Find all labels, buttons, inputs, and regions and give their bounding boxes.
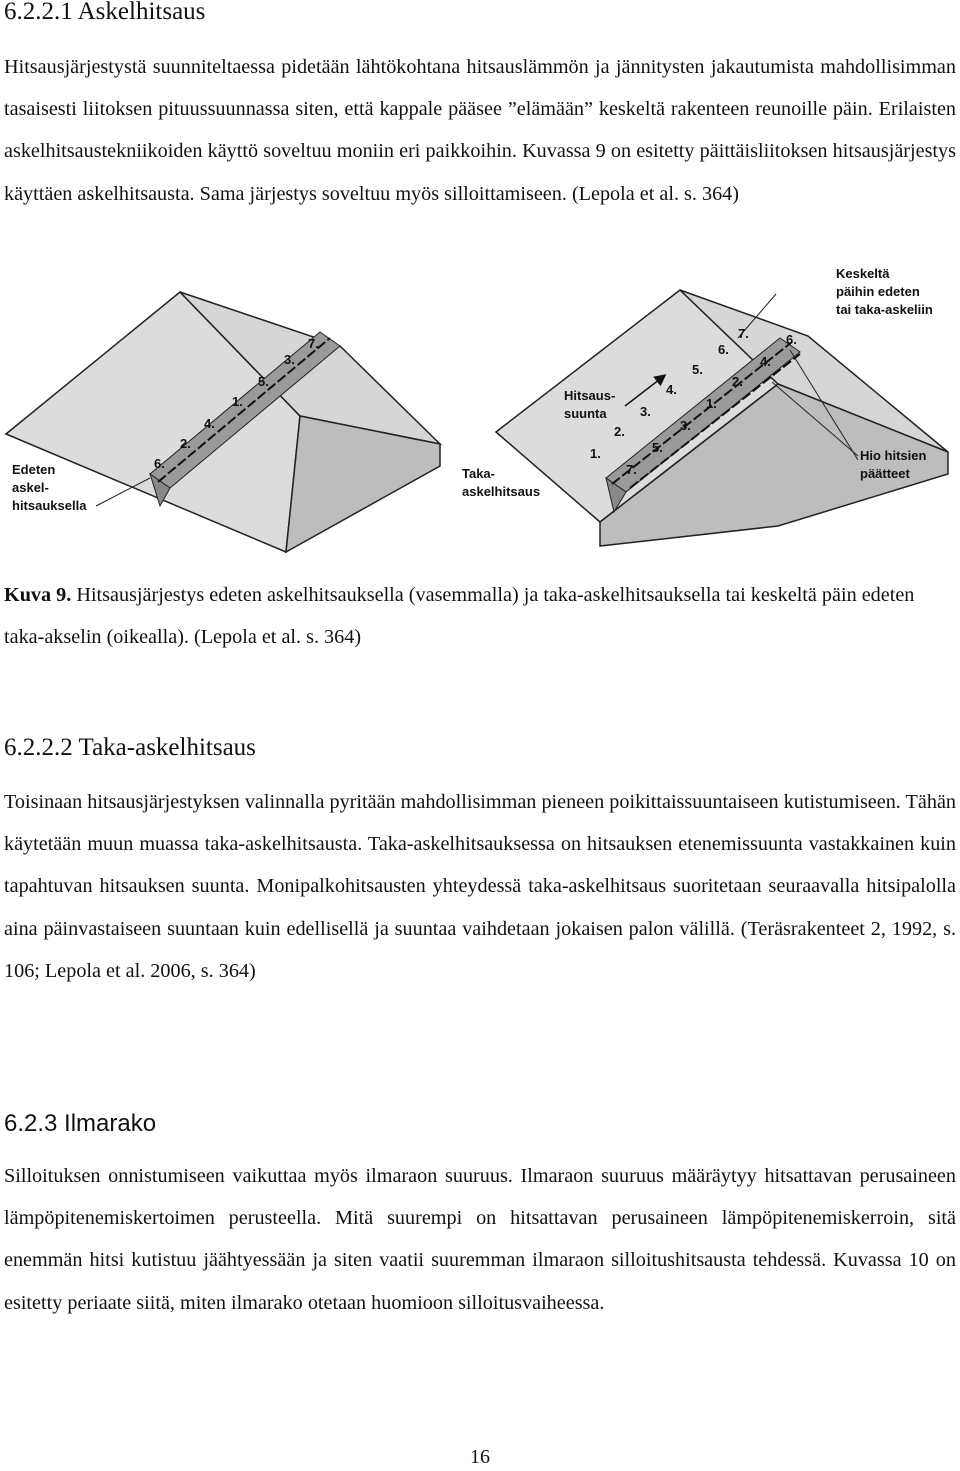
section-heading-ilmarako: 6.2.3 Ilmarako bbox=[4, 1110, 157, 1137]
right-lower-num-4: 1. bbox=[706, 396, 717, 411]
paragraph-taka-askelhitsaus: Toisinaan hitsausjärjestyksen valinnalla pyritään mahdollisimman pieneen poikittaissuuntaiseen kutistumiseen. Tähän käytetään muun muassa taka-askelhitsausta. Taka-askelhitsauksessa on hitsauksen etenemissuunta vastakkainen kuin tapahtuvan hitsauksen suunta. Monipalkohitsausten yhteydessä taka-askelhitsaus suoritetaan seuraavalla hitsipalolla aina päinvastaiseen suuntaan kuin edellisellä ja suuntaa vaihdetaan jokaisen palon välillä. (Teräsrakenteet 2, 1992, s. 106; Lepola et al. 2006, s. 364) bbox=[4, 791, 956, 982]
right-lower-num-6: 5. bbox=[652, 440, 663, 455]
left-label-line2: askel- bbox=[12, 480, 49, 495]
section-heading-askelhitsaus: 6.2.2.1 Askelhitsaus bbox=[4, 0, 206, 25]
right-lower-num-1: 6. bbox=[786, 332, 797, 347]
right-grind-label-line2: päätteet bbox=[860, 466, 910, 481]
paragraph-askelhitsaus: Hitsausjärjestystä suunniteltaessa pidetään lähtökohtana hitsauslämmön ja jännitysten jakautumista mahdollisimman tasaisesti liitoksen pituussuunnassa siten, että kappale pääsee ”elämään” keskeltä rakenteen reunoille päin. Erilaisten askelhitsaustekniikoiden käyttö soveltuu moniin eri paikkoihin. Kuvassa 9 on esitetty päittäisliitoksen hitsausjärjestys käyttäen askelhitsausta. Sama järjestys soveltuu myös silloittamiseen. (Lepola et al. s. 364) bbox=[4, 56, 956, 205]
right-upper-num-6: 2. bbox=[614, 424, 625, 439]
right-upper-num-4: 4. bbox=[666, 382, 677, 397]
left-label-line1: Edeten bbox=[12, 462, 56, 477]
right-direction-label-line2: suunta bbox=[564, 406, 607, 421]
right-top-label-line2: päihin edeten bbox=[836, 284, 920, 299]
right-upper-num-7: 1. bbox=[590, 446, 601, 461]
figure-caption bbox=[4, 574, 956, 658]
right-upper-num-1: 7. bbox=[738, 326, 749, 341]
right-upper-num-2: 6. bbox=[718, 342, 729, 357]
right-grind-label-line1: Hio hitsien bbox=[860, 448, 927, 463]
right-lower-num-5: 3. bbox=[680, 418, 691, 433]
figure-welding-sequence bbox=[0, 256, 960, 556]
right-lower-num-7: 7. bbox=[626, 462, 637, 477]
left-num-7: 6. bbox=[154, 456, 165, 471]
figure-caption-text: Hitsausjärjestys edeten askelhitsauksella (vasemmalla) ja taka-askelhitsauksella tai keskeltä päin edeten taka-akselin (oikealla). (Lepola et al. s. 364) bbox=[4, 584, 915, 648]
left-num-3: 5. bbox=[258, 374, 269, 389]
left-num-5: 4. bbox=[204, 416, 215, 431]
figure-caption-label: Kuva 9. bbox=[4, 584, 72, 606]
right-upper-num-5: 3. bbox=[640, 404, 651, 419]
right-lower-num-2: 4. bbox=[760, 354, 771, 369]
left-num-1: 7. bbox=[308, 336, 319, 351]
right-top-label-line1: Keskeltä bbox=[836, 266, 890, 281]
left-label-line3: hitsauksella bbox=[12, 498, 87, 513]
right-back-label-line2: askelhitsaus bbox=[462, 484, 541, 499]
left-num-4: 1. bbox=[232, 394, 243, 409]
section-heading-taka-askelhitsaus: 6.2.2.2 Taka-askelhitsaus bbox=[4, 734, 256, 761]
right-direction-label-line1: Hitsaus- bbox=[564, 388, 616, 403]
paragraph-ilmarako: Silloituksen onnistumiseen vaikuttaa myös ilmaraon suuruus. Ilmaraon suuruus määräytyy hitsattavan perusaineen lämpöpitenemiskertoimen perusteella. Mitä suurempi on hitsattavan perusaineen lämpöpitenemiskerroin, sitä enemmän hitsi kutistuu jäähtyessään ja siten vaatii suuremman ilmaraon silloitushitsausta tehdessä. Kuvassa 10 on esitetty periaate siitä, miten ilmarako otetaan huomioon silloitusvaiheessa. bbox=[4, 1165, 956, 1314]
left-num-6: 2. bbox=[180, 436, 191, 451]
right-lower-num-3: 2. bbox=[732, 374, 743, 389]
page-number: 16 bbox=[470, 1446, 490, 1468]
left-plate-diagram bbox=[6, 292, 440, 552]
right-back-label-line1: Taka- bbox=[462, 466, 495, 481]
right-top-label-line3: tai taka-askeliin bbox=[836, 302, 933, 317]
right-upper-num-3: 5. bbox=[692, 362, 703, 377]
left-num-2: 3. bbox=[284, 352, 295, 367]
